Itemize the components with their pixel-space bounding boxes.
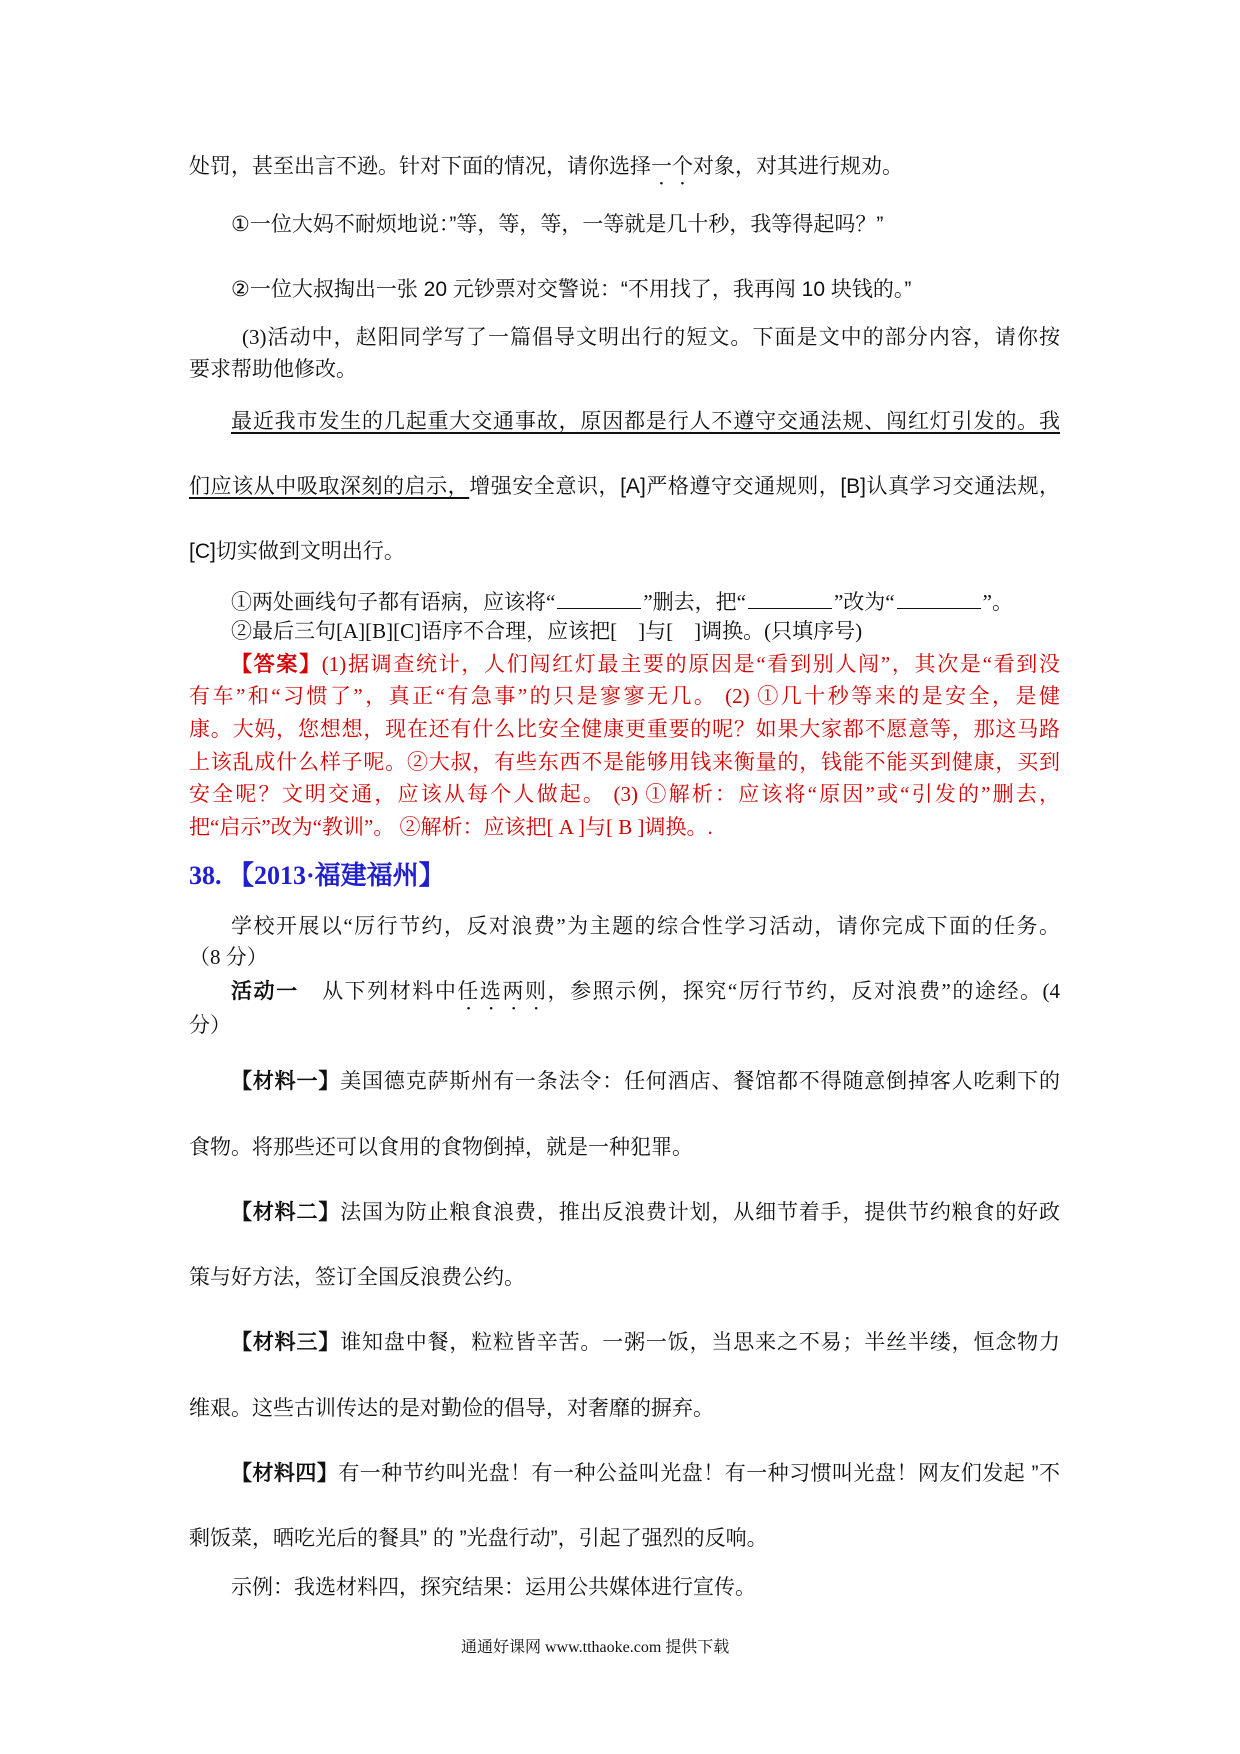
answer-line-6: 把“启示”改为“教训”。 ②解析：应该把[ A ]与[ B ]调换。. <box>189 815 713 839</box>
q37-case-1: ①一位大妈不耐烦地说：”等，等，等，一等就是几十秒，我等得起吗？” <box>231 213 884 236</box>
material-3-label: 【材料三】 <box>231 1331 341 1354</box>
subtask-1 <box>231 588 1013 614</box>
q38-intro-line-1: 学校开展以“厉行节约，反对浪费”为主题的综合性学习活动，请你完成下面的任务。 <box>231 914 1060 938</box>
subtask-1-text-d: ”。 <box>982 590 1013 614</box>
q37-intro-emphasis: 一个 <box>651 154 693 178</box>
q37-intro-text-a: 处罚，甚至出言不逊。针对下面的情况，请你选择 <box>189 154 651 178</box>
material-2-line-2: 策与好方法，签订全国反浪费公约。 <box>189 1266 525 1289</box>
page-footer: 通通好课网 www.tthaoke.com 提供下载 <box>461 1639 730 1656</box>
material-2-text: 法国为防止粮食浪费，推出反浪费计划，从细节着手，提供节约粮食的好政 <box>340 1201 1061 1224</box>
answer-line-1-text: (1)据调查统计，人们闯红灯最主要的原因是“看到别人闯”，其次是“看到没 <box>321 652 1060 676</box>
material-2-label: 【材料二】 <box>231 1201 341 1224</box>
activity-1-label: 活动一 <box>231 980 299 1003</box>
passage-line-1-underlined: 最近我市发生的几起重大交通事故，原因都是行人不遵守交通法规、闯红灯引发的。我 <box>231 410 1060 433</box>
answer-blank-3 <box>897 588 981 609</box>
subtask-1-text-a: ①两处画线句子都有语病，应该将“ <box>231 590 556 614</box>
material-3-text: 谁知盘中餐，粒粒皆辛苦。一粥一饭，当思来之不易；半丝半缕，恒念物力 <box>340 1331 1061 1354</box>
material-2-line-1 <box>231 1201 1060 1225</box>
material-4-text: 有一种节约叫光盘！有一种公益叫光盘！有一种习惯叫光盘！网友们发起 ”不 <box>338 1462 1061 1485</box>
material-1-label: 【材料一】 <box>231 1070 341 1093</box>
answer-line-1 <box>231 652 1060 676</box>
passage-line-2 <box>189 475 1060 499</box>
material-3-line-2: 维艰。这些古训传达的是对勤俭的倡导，对奢靡的摒弃。 <box>189 1397 714 1420</box>
q37-intro-line <box>189 154 903 190</box>
material-3-line-1 <box>231 1331 1060 1355</box>
q38-intro-line-2: （8 分） <box>189 945 268 969</box>
answer-line-4: 上该乱成什么样子呢。②大叔，有些东西不是能够用钱来衡量的，钱能不能买到健康，买到 <box>189 750 1060 774</box>
answer-line-2: 有车”和“习惯了”，真正“有急事”的只是寥寥无几。 (2) ①几十秒等来的是安全，是健 <box>189 684 1060 708</box>
subtask-1-text-b: ”删去，把“ <box>643 590 746 614</box>
activity-1-text-b: ，参照示例，探究“厉行节约，反对浪费”的途经。(4 <box>547 979 1061 1003</box>
q38-number: 38. <box>189 861 222 890</box>
q38-heading <box>189 861 445 891</box>
material-4-line-1 <box>231 1462 1060 1486</box>
material-1-text: 美国德克萨斯州有一条法令：任何酒店、餐馆都不得随意倒掉客人吃剩下的 <box>340 1070 1061 1093</box>
activity-1-line-1 <box>231 979 1060 1015</box>
activity-1-line-2: 分） <box>189 1013 231 1037</box>
activity-1-text-a: 从下列材料中 <box>320 979 458 1003</box>
material-4-line-2: 剩饭菜，晒吃光后的餐具” 的 ”光盘行动”，引起了强烈的反响。 <box>189 1527 768 1550</box>
material-4-label: 【材料四】 <box>231 1462 339 1485</box>
answer-line-5: 安全呢？文明交通，应该从每个人做起。 (3) ①解析：应该将“原因”或“引发的”删去， <box>189 782 1060 806</box>
subtask-2: ②最后三句[A][B][C]语序不合理，应该把[ ]与[ ]调换。(只填序号) <box>231 619 863 643</box>
answer-line-3: 康。大妈，您想想，现在还有什么比安全健康更重要的呢？如果大家都不愿意等，那这马路 <box>189 717 1060 741</box>
q38-source: 【2013·福建福州】 <box>228 861 445 890</box>
q37-task3-line-2: 要求帮助他修改。 <box>189 357 357 381</box>
answer-blank-2 <box>748 588 832 609</box>
activity-1-emphasis: 任选两则 <box>457 979 548 1003</box>
material-1-line-2: 食物。将那些还可以食用的食物倒掉，就是一种犯罪。 <box>189 1136 693 1159</box>
material-1-line-1 <box>231 1070 1060 1094</box>
example-line: 示例：我选材料四，探究结果：运用公共媒体进行宣传。 <box>231 1575 756 1599</box>
passage-line-3: [C]切实做到文明出行。 <box>189 540 405 563</box>
answer-blank-1 <box>557 588 641 609</box>
answer-label: 【答案】 <box>231 652 322 676</box>
q37-task3-line-1: (3)活动中，赵阳同学写了一篇倡导文明出行的短文。下面是文中的部分内容，请你按 <box>242 325 1060 349</box>
passage-line-2-underlined: 们应该从中吸取深刻的启示， <box>189 475 470 498</box>
passage-line-2-rest: 增强安全意识，[A]严格遵守交通规则，[B]认真学习交通法规， <box>469 475 1060 498</box>
q37-intro-text-b: 对象，对其进行规劝。 <box>693 154 903 178</box>
q37-case-2: ②一位大叔掏出一张 20 元钞票对交警说：“不用找了，我再闯 10 块钱的。” <box>231 278 912 301</box>
subtask-1-text-c: ”改为“ <box>833 590 895 614</box>
